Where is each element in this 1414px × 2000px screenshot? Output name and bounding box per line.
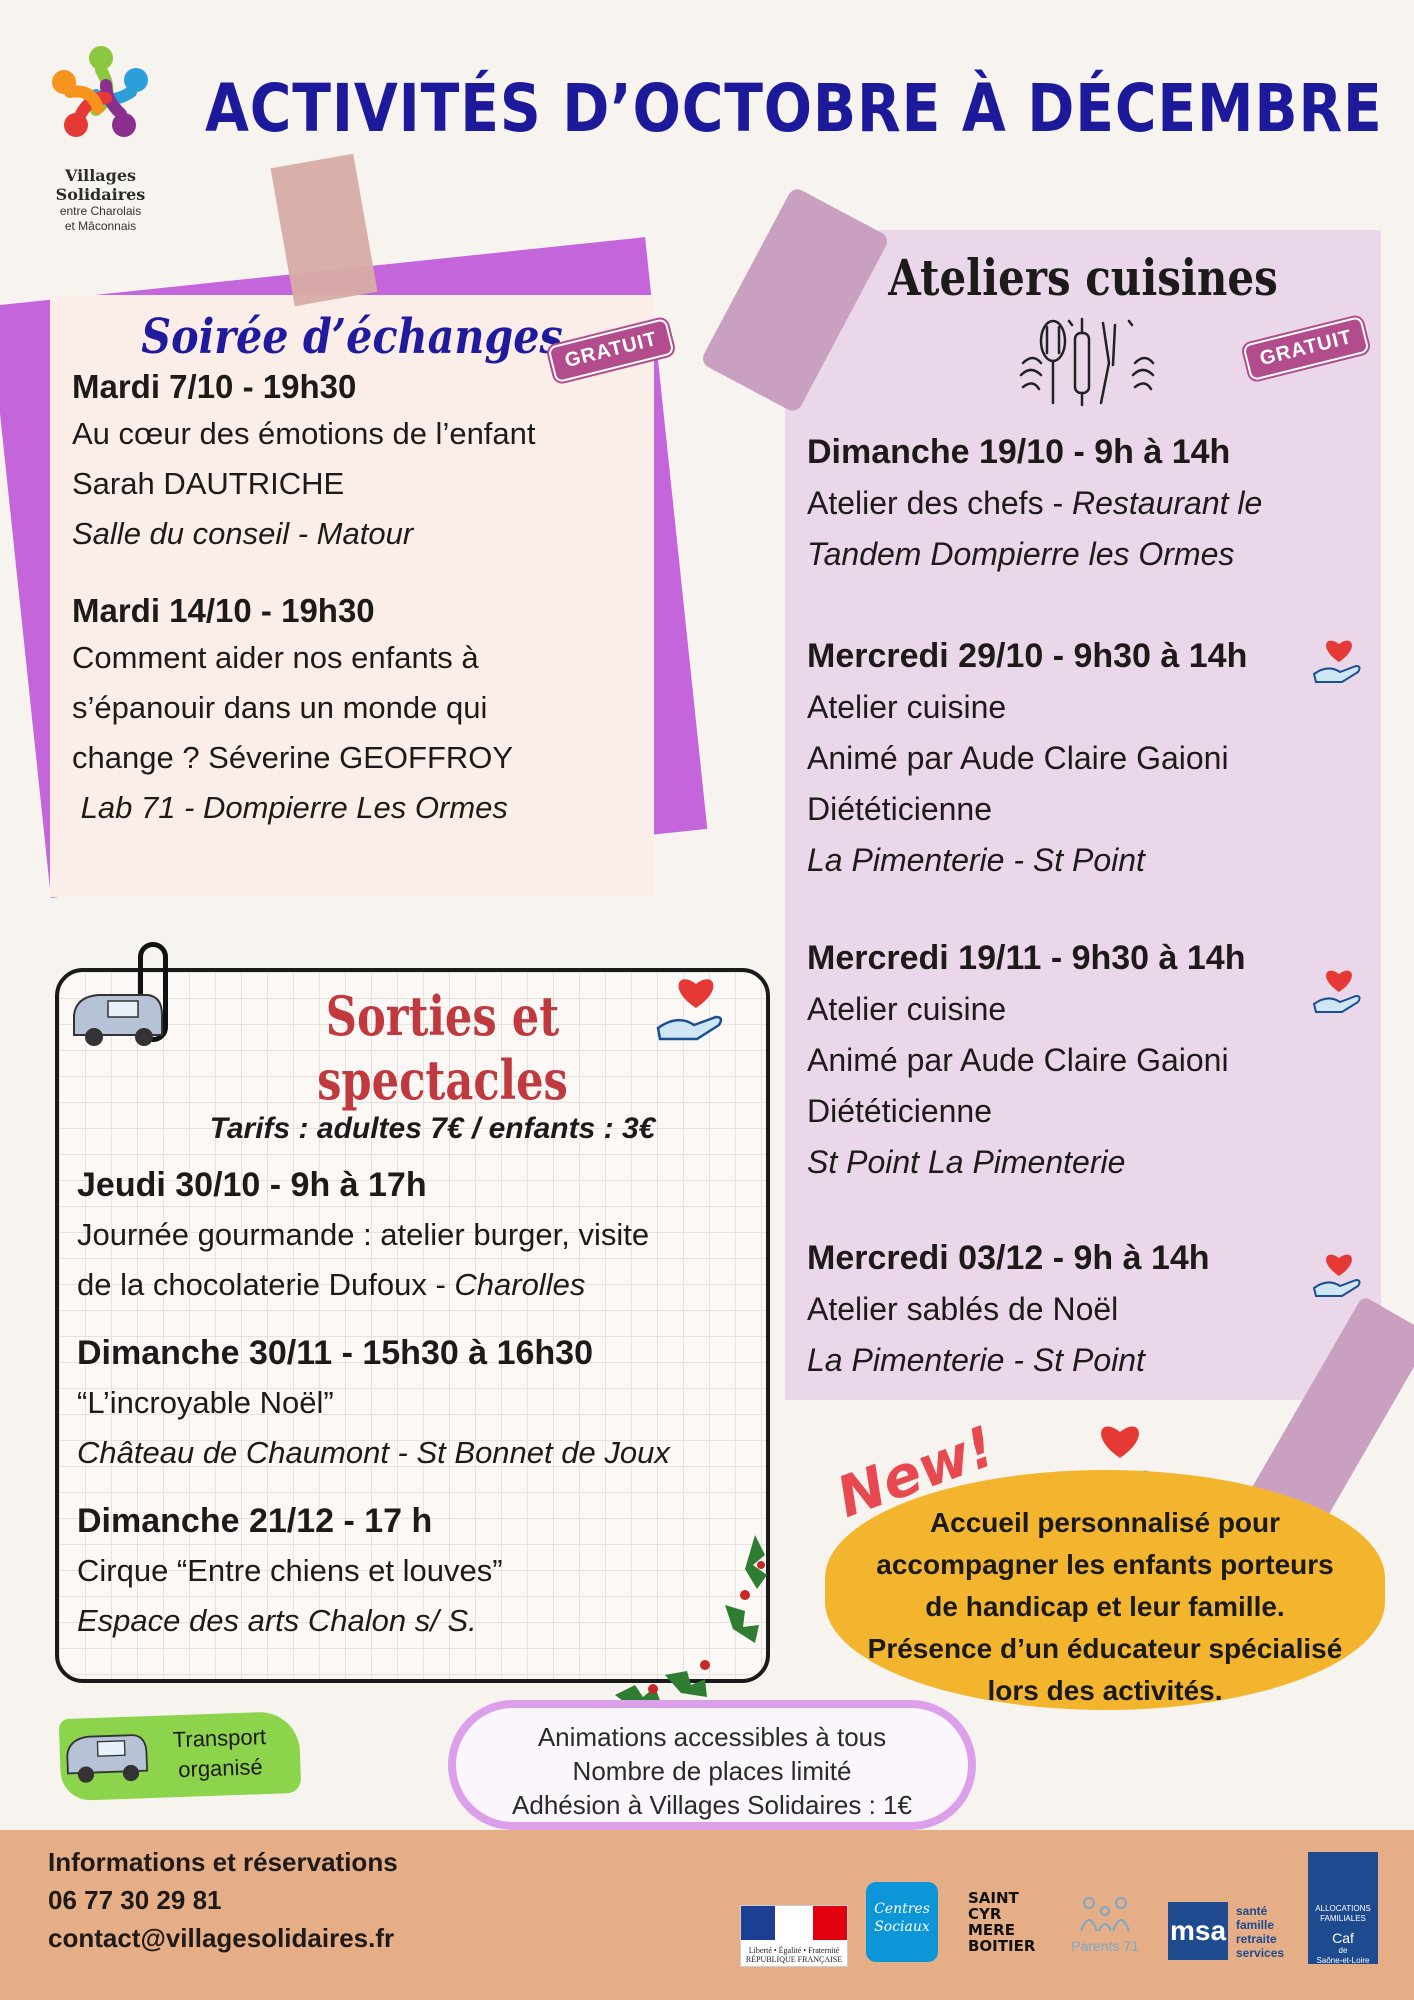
van-icon <box>61 1724 153 1793</box>
event-line: de la chocolaterie Dufoux - Charolles <box>77 1267 586 1302</box>
centres-sociaux-logo: Centres Sociaux <box>866 1882 938 1962</box>
accueil-line: accompagner les enfants porteurs <box>876 1549 1334 1580</box>
holly-icon <box>605 1525 795 1715</box>
event-line: Diététicienne <box>807 1093 992 1129</box>
tarifs-line: Tarifs : adultes 7€ / enfants : 3€ <box>209 1112 656 1145</box>
utensils-icon <box>1003 313 1163 408</box>
heart-hand-icon <box>1308 1242 1370 1304</box>
sorties-event <box>77 1328 748 1478</box>
pill-line: Adhésion à Villages Solidaires : 1€ <box>512 1790 912 1820</box>
villages-solidaires-logo <box>28 30 173 234</box>
event-line: Journée gourmande : atelier burger, visite <box>77 1217 650 1252</box>
event-date: Mardi 14/10 - 19h30 <box>72 592 375 629</box>
event-place: Lab 71 - Dompierre Les Ormes <box>72 790 508 825</box>
cuisine-panel <box>785 230 1381 1400</box>
access-info-pill <box>448 1700 976 1830</box>
event-date: Jeudi 30/10 - 9h à 17h <box>77 1166 427 1204</box>
republique-francaise-logo: Liberté • Égalité • Fraternité RÉPUBLIQUE FRANÇAISE <box>740 1905 848 1967</box>
cuisine-event <box>807 1232 1359 1386</box>
event-line: Atelier cuisine <box>807 991 1007 1027</box>
logo-sub-2: et Mâconnais <box>64 219 137 233</box>
soiree-event <box>72 589 632 833</box>
heart-hand-icon <box>650 962 732 1048</box>
soiree-title: Soirée d’échanges <box>141 309 563 365</box>
page-title: ACTIVITÉS D’OCTOBRE À DÉCEMBRE <box>205 70 1383 147</box>
event-date: Mercredi 19/11 - 9h30 à 14h <box>807 939 1246 977</box>
accueil-line: Présence d’un éducateur spécialisé <box>867 1633 1343 1664</box>
logo-sub-1: entre Charolais <box>59 204 142 218</box>
contact-heading: Informations et réservations <box>48 1847 398 1877</box>
caf-logo: ALLOCATIONS FAMILIALES Caf de Saône-et-Loire <box>1308 1852 1378 1964</box>
soiree-event <box>72 365 632 559</box>
parents-71-logo: Parents 71 <box>1060 1895 1150 1954</box>
event-place: La Pimenterie - St Point <box>807 842 1145 878</box>
cuisine-title: Ateliers cuisines <box>888 248 1278 307</box>
event-place: Salle du conseil - Matour <box>72 516 414 551</box>
event-place: Château de Chaumont - St Bonnet de Joux <box>77 1435 670 1470</box>
soiree-panel <box>50 295 654 897</box>
contact-email[interactable]: contact@villagesolidaires.fr <box>48 1923 395 1953</box>
accueil-line: de handicap et leur famille. <box>925 1591 1285 1622</box>
event-date: Mardi 7/10 - 19h30 <box>72 368 357 405</box>
event-line: change ? Séverine GEOFFROY <box>72 740 514 775</box>
transport-line: organisé <box>177 1754 264 1783</box>
cuisine-event <box>807 630 1359 886</box>
transport-tag <box>59 1711 302 1801</box>
gratuit-badge: GRATUIT <box>547 318 675 384</box>
event-line: Diététicienne <box>807 791 992 827</box>
event-date: Dimanche 30/11 - 15h30 à 16h30 <box>77 1334 593 1372</box>
event-line: Animé par Aude Claire Gaioni <box>807 1042 1229 1078</box>
accueil-line: Accueil personnalisé pour <box>929 1507 1281 1538</box>
heart-hand-icon <box>1308 628 1370 690</box>
event-line: Au cœur des émotions de l’enfant <box>72 416 536 451</box>
event-line: Atelier sablés de Noël <box>807 1291 1119 1327</box>
accueil-line: lors des activités. <box>987 1675 1223 1706</box>
transport-line: Transport <box>172 1723 267 1753</box>
contact-phone[interactable]: 06 77 30 29 81 <box>48 1885 222 1915</box>
event-date: Dimanche 21/12 - 17 h <box>77 1502 433 1540</box>
event-place: St Point La Pimenterie <box>807 1144 1126 1180</box>
event-place: Tandem Dompierre les Ormes <box>807 536 1235 572</box>
logo-name: Villages Solidaires <box>55 166 146 204</box>
sorties-title: Sorties et spectacles <box>317 984 568 1112</box>
event-line: Atelier cuisine <box>807 689 1007 725</box>
new-tag: New! <box>828 1414 1004 1531</box>
family-icon <box>1075 1895 1135 1935</box>
cuisine-event <box>807 426 1359 580</box>
event-date: Mercredi 03/12 - 9h à 14h <box>807 1239 1210 1277</box>
event-line: Sarah DAUTRICHE <box>72 466 345 501</box>
sorties-event <box>77 1160 748 1310</box>
pill-line: Animations accessibles à tous <box>537 1722 887 1752</box>
event-place: Espace des arts Chalon s/ S. <box>77 1603 477 1638</box>
heart-hand-icon <box>1308 958 1370 1020</box>
event-line: s’épanouir dans un monde qui <box>72 690 488 725</box>
saint-cyr-mere-boitier-logo: SAINT CYR MERE BOITIER <box>968 1889 1036 1955</box>
gratuit-badge: GRATUIT <box>1242 316 1370 382</box>
event-line: Animé par Aude Claire Gaioni <box>807 740 1229 776</box>
event-place: La Pimenterie - St Point <box>807 1342 1145 1378</box>
cuisine-event <box>807 932 1359 1188</box>
people-circle-icon <box>36 30 166 160</box>
event-date: Dimanche 19/10 - 9h à 14h <box>807 433 1231 471</box>
contact-info <box>48 1843 398 1957</box>
event-line: Comment aider nos enfants à <box>72 640 479 675</box>
van-icon <box>68 985 168 1055</box>
event-line: Atelier des chefs - Restaurant le <box>807 485 1263 521</box>
event-line: “L’incroyable Noël” <box>77 1385 334 1420</box>
msa-logo: msa santé famille retraite services <box>1169 1904 1285 1960</box>
event-date: Mercredi 29/10 - 9h30 à 14h <box>807 637 1248 675</box>
event-line: Cirque “Entre chiens et louves” <box>77 1553 503 1588</box>
pill-line: Nombre de places limité <box>572 1756 852 1786</box>
